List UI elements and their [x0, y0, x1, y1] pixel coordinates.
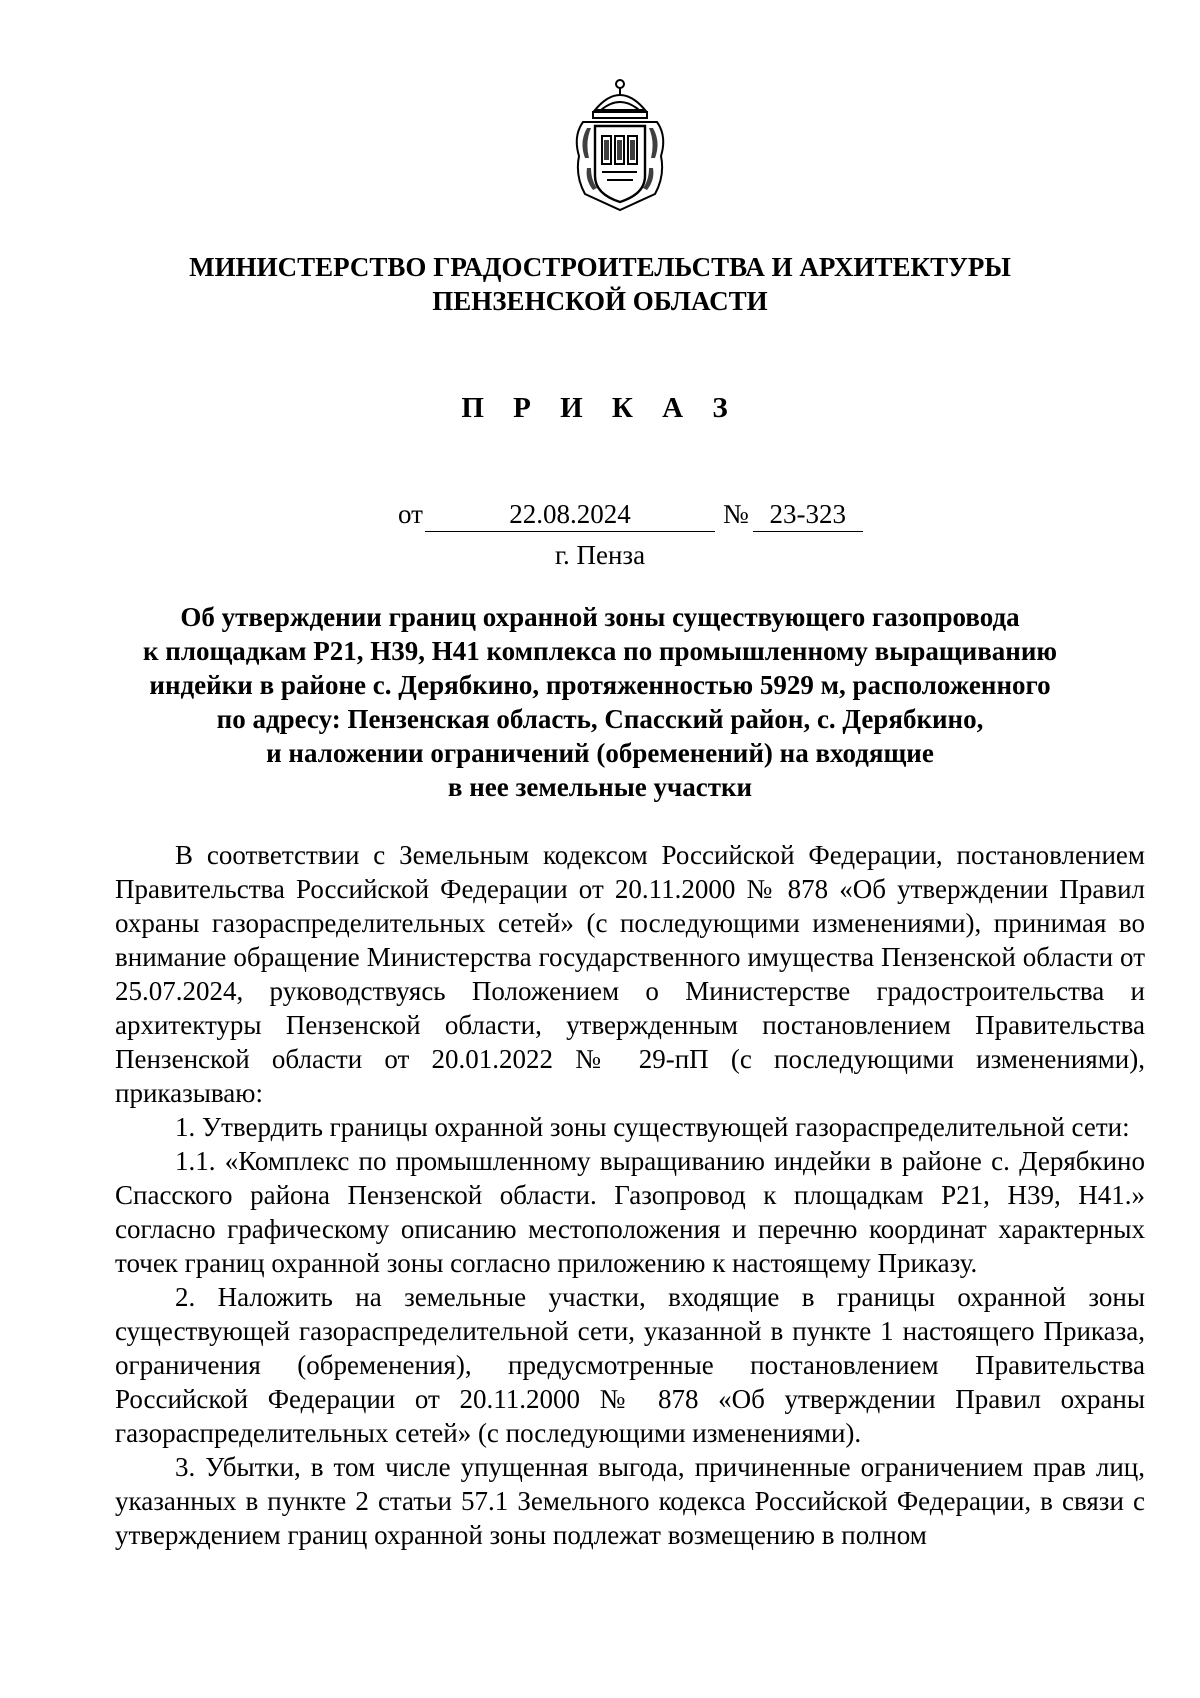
date-prefix: от: [398, 499, 423, 529]
body-paragraph-item-3: 3. Убытки, в том числе упущенная выгода, причиненные ограничением прав лиц, указанных в пункте 2 статьи 57.1 Земельного кодекса Российской Федерации, в связи с утверждением границ охранной зоны подлежат возмещению в полном: [115, 1452, 1145, 1550]
subject-line: индейки в районе с. Дерябкино, протяженностью 5929 м, расположенного: [149, 670, 1051, 700]
emblem-graphic: [565, 76, 675, 216]
subject-line: в нее земельные участки: [447, 772, 753, 802]
subject-line: по адресу: Пензенская область, Спасский район, с. Дерябкино,: [216, 704, 984, 734]
date-number-line: [398, 497, 863, 532]
body-paragraph-item-1-1: 1.1. «Комплекс по промышленному выращиванию индейки в районе с. Дерябкино Спасского района Пензенской области. Газопровод к площадкам Р21, Н39, Н41.» согласно графическому описанию местоположения и перечню координат характерных точек границ охранной зоны согласно приложению к настоящему Приказу.: [115, 1146, 1145, 1278]
document-body: [115, 838, 1145, 1552]
subject-line: Об утверждении границ охранной зоны существующего газопровода: [180, 602, 1020, 632]
document-subject: [100, 600, 1100, 804]
ministry-name-line2: ПЕНЗЕНСКОЙ ОБЛАСТИ: [432, 286, 768, 316]
subject-line: к площадкам Р21, Н39, Н41 комплекса по промышленному выращиванию: [142, 636, 1058, 666]
document-date: 22.08.2024: [425, 497, 715, 532]
ministry-name-line1: МИНИСТЕРСТВО ГРАДОСТРОИТЕЛЬСТВА И АРХИТЕКТУРЫ: [189, 252, 1011, 282]
body-paragraph-preamble: В соответствии с Земельным кодексом Российской Федерации, постановлением Правительства Российской Федерации от 20.11.2000 № 878 «Об утверждении Правил охраны газораспределительных сетей» (с последующими изменениями), принимая во внимание обращение Министерства государственного имущества Пензенской области от 25.07.2024, руководствуясь Положением о Министерстве градостроительства и архитектуры Пензенской области, утвержденным постановлением Правительства Пензенской области от 20.01.2022 № 29-пП (с последующими изменениями), приказываю:: [115, 840, 1145, 1108]
body-paragraph-item-2: 2. Наложить на земельные участки, входящие в границы охранной зоны существующей газораспределительной сети, указанной в пункте 1 настоящего Приказа, ограничения (обременения), предусмотренные постановлением Правительства Российской Федерации от 20.11.2000 № 878 «Об утверждении Правил охраны газораспределительных сетей» (с последующими изменениями).: [115, 1282, 1145, 1448]
document-type-title: П Р И К А З: [461, 392, 739, 424]
body-paragraph-item-1: 1. Утвердить границы охранной зоны существующей газораспределительной сети:: [175, 1112, 1130, 1142]
coat-of-arms-icon: [565, 76, 675, 216]
number-prefix: №: [722, 499, 749, 529]
document-city: г. Пенза: [554, 540, 646, 570]
ministry-name: [100, 250, 1100, 318]
subject-line: и наложении ограничений (обременений) на входящие: [266, 738, 934, 768]
document-number: 23-323: [753, 497, 863, 532]
